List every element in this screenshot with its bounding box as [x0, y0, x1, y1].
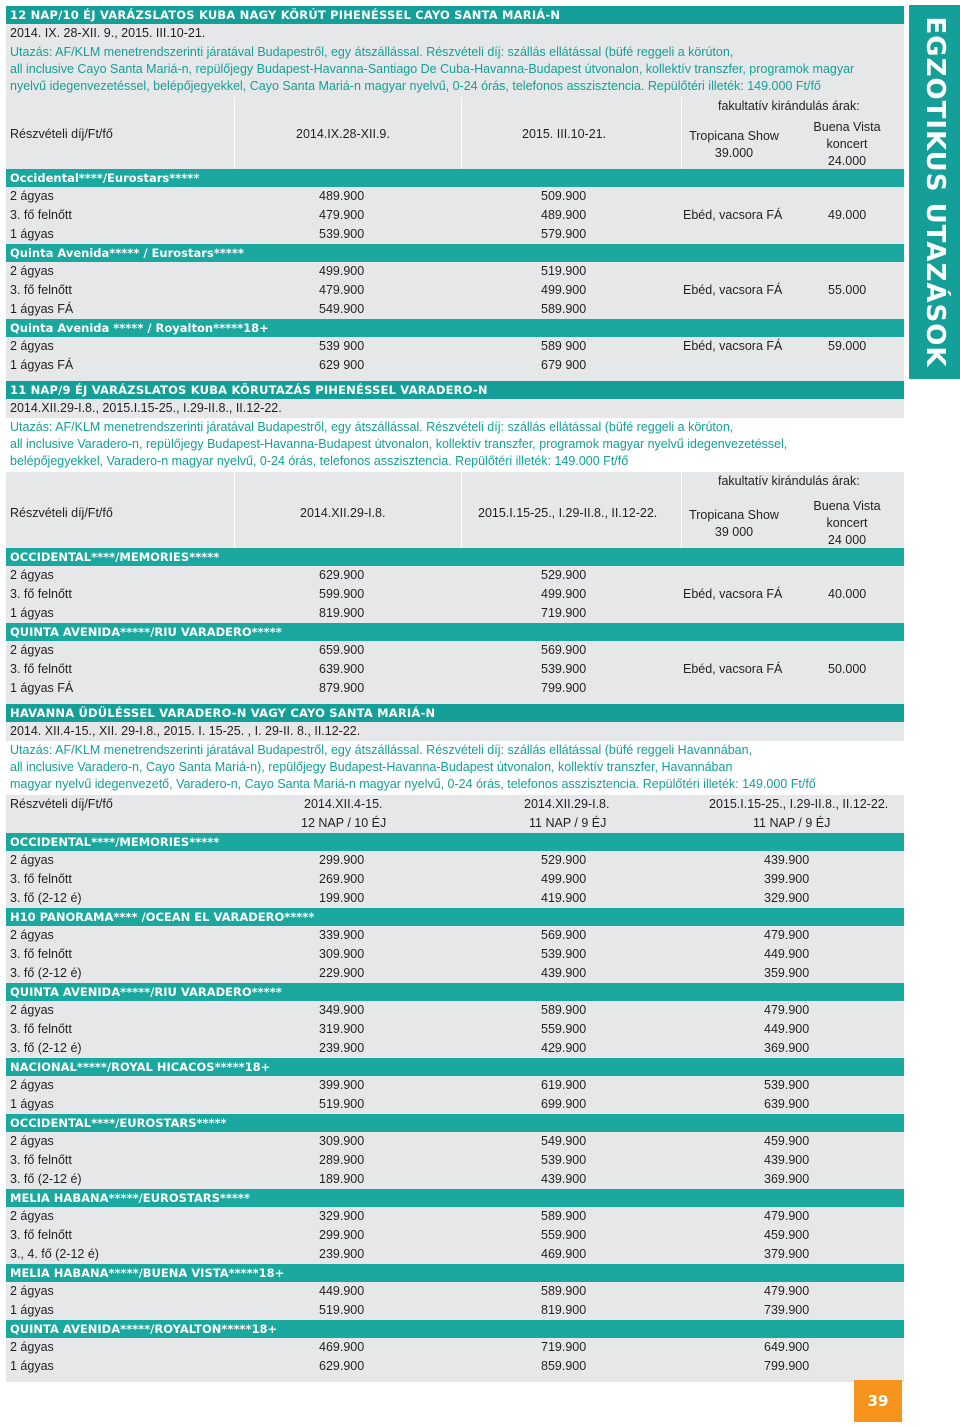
hotel-group-name: NACIONAL*****/ROYAL HICACOS*****18+ [6, 1058, 904, 1076]
optional-excursions-label: fakultatív kirándulás árak: [718, 99, 860, 113]
duration-row: 12 NAP / 10 ÉJ 11 NAP / 9 ÉJ 11 NAP / 9 ÉJ [301, 816, 831, 830]
hotel-group-name: MELIA HABANA*****/EUROSTARS***** [6, 1189, 904, 1207]
table-row: 2 ágyas 499.900 519.900 [10, 264, 587, 278]
price-table-header [6, 472, 904, 548]
table-row: 3. fő (2-12 é) 189.900 439.900 369.900 [10, 1172, 810, 1186]
section-dates: 2014. XII.4-15., XII. 29-I.8., 2015. I. 15-25. , I. 29-II. 8., II.12-22. [10, 724, 361, 738]
category-side-tab [909, 5, 960, 379]
table-row: 3. fő felnőtt 299.900 559.900 459.900 [10, 1228, 810, 1242]
section-description: Utazás: AF/KLM menetrendszerinti járatával Budapestről, egy átszállással. Részvételi díj: szállás ellátással (büfé reggeli a körúton, all inclusive Varadero-n, repülőjegy Budapest-Havanna-Budapest útvonalon, kollektív transzfer, programok magyar nyelvű idegenvezetéssel, belépőjegyekkel, Varadero-n magyar nyelvű, 0-24 órás, telefonos asszisztencia. Repülőtéri illeték: 149.000 Ft/fő [6, 418, 904, 472]
table-row: 3. fő felnőtt 269.900 499.900 399.900 [10, 872, 810, 886]
hotel-group-name: Occidental****/Eurostars***** [6, 169, 904, 187]
table-row-group [6, 337, 904, 375]
header-period-1: 2014.XII.29-I.8. [300, 506, 386, 520]
table-row: 3. fő (2-12 é) 239.900 429.900 369.900 [10, 1041, 810, 1055]
option-tropicana-show: Tropicana Show 39.000 [689, 129, 779, 160]
table-row: 1 ágyas 519.900 699.900 639.900 [10, 1097, 810, 1111]
table-row: 3. fő (2-12 é) 229.900 439.900 359.900 [10, 966, 810, 980]
header-period-1: 2014.IX.28-XII.9. [296, 127, 390, 141]
hotel-group-name: QUINTA AVENIDA*****/ROYALTON*****18+ [6, 1320, 904, 1338]
hotel-group-name: QUINTA AVENIDA*****/RIU VARADERO***** [6, 983, 904, 1001]
meal-price: 59.000 [828, 339, 867, 353]
table-row: 2 ágyas 309.900 549.900 459.900 [10, 1134, 810, 1148]
section-dates: 2014. IX. 28-XII. 9., 2015. III.10-21. [10, 26, 206, 40]
header-period-2: 2015. III.10-21. [522, 127, 607, 141]
table-row: 3. fő felnőtt 309.900 539.900 449.900 [10, 947, 810, 961]
section-description: Utazás: AF/KLM menetrendszerinti járatával Budapestről, egy átszállással. Részvételi díj: szállás ellátással (büfé reggeli Havannában, all inclusive Varadero-n, Cayo Santa Mariá-n), repülőjegy Budapest-Havanna-Budapest útvonalon, kollektív transzfer, Havannában magyar nyelvű idegenvezető, Varadero-n, Cayo Santa Mariá-n magyar nyelvű, 0-24 órás, telefonos asszisztencia. Repülőtéri illeték: 149.000 Ft/fő [6, 741, 904, 795]
table-row: 1 ágyas 629.900 859.900 799.900 [10, 1359, 810, 1373]
table-row: 2 ágyas 489.900 509.900 [10, 189, 587, 203]
table-row: 2 ágyas 299.900 529.900 439.900 [10, 853, 810, 867]
table-row: 1 ágyas 539.900 579.900 [10, 227, 587, 241]
section-havanna-udules [6, 704, 904, 1382]
page-number: 39 [854, 1380, 902, 1422]
table-row: 1 ágyas 519.900 819.900 739.900 [10, 1303, 810, 1317]
hotel-group-name: MELIA HABANA*****/BUENA VISTA*****18+ [6, 1264, 904, 1282]
table-row: 3. fő felnőtt 319.900 559.900 449.900 [10, 1022, 810, 1036]
table-row: 2 ágyas 339.900 569.900 479.900 [10, 928, 810, 942]
table-row: 2 ágyas 349.900 589.900 479.900 [10, 1003, 810, 1017]
price-table-header: Részvételi díj/Ft/fő 2014.XII.4-15. 2014.XII.29-I.8. 2015.I.15-25., I.29-II.8., II.12-22. [10, 797, 889, 811]
table-row: 1 ágyas FÁ 549.900 589.900 [10, 302, 587, 316]
table-row: 2 ágyas 539 900 589 900 [10, 339, 587, 353]
hotel-group-name: OCCIDENTAL****/MEMORIES***** [6, 833, 904, 851]
table-row: 2 ágyas 629.900 529.900 [10, 568, 587, 582]
price-table-header [6, 97, 904, 169]
option-tropicana-show: Tropicana Show 39 000 [689, 508, 779, 539]
table-row: 2 ágyas 399.900 619.900 539.900 [10, 1078, 810, 1092]
hotel-group-name: Quinta Avenida ***** / Royalton*****18+ [6, 319, 904, 337]
table-row: 3. fő (2-12 é) 199.900 419.900 329.900 [10, 891, 810, 905]
table-row: 3. fő felnőtt 639.900 539.900 Ebéd, vacsora FÁ 50.000 [10, 662, 867, 676]
table-row: 2 ágyas 449.900 589.900 479.900 [10, 1284, 810, 1298]
table-row: 2 ágyas 329.900 589.900 479.900 [10, 1209, 810, 1223]
option-buena-vista: Buena Vista koncert 24 000 [813, 499, 881, 547]
table-row: 1 ágyas FÁ 879.900 799.900 [10, 681, 587, 695]
table-row: 3. fő felnőtt 479.900 499.900 Ebéd, vacsora FÁ 55.000 [10, 283, 867, 297]
section-title: HAVANNA ÜDÜLÉSSEL VARADERO-N VAGY CAYO SANTA MARIÁ-N [6, 704, 904, 722]
table-row: 2 ágyas 659.900 569.900 [10, 643, 587, 657]
header-period-2: 2015.I.15-25., I.29-II.8., II.12-22. [478, 506, 658, 520]
table-row: 3. fő felnőtt 599.900 499.900 Ebéd, vacsora FÁ 40.000 [10, 587, 867, 601]
meal-option: Ebéd, vacsora FÁ [683, 339, 783, 353]
section-title: 11 NAP/9 ÉJ VARÁZSLATOS KUBA KÖRUTAZÁS PIHENÉSSEL VARADERO-N [6, 381, 904, 399]
hotel-group-name: QUINTA AVENIDA*****/RIU VARADERO***** [6, 623, 904, 641]
option-buena-vista: Buena Vista koncert 24.000 [813, 120, 881, 168]
table-row: 2 ágyas 469.900 719.900 649.900 [10, 1340, 810, 1354]
table-row: 3. fő felnőtt 289.900 539.900 439.900 [10, 1153, 810, 1167]
optional-excursions-label: fakultatív kirándulás árak: [718, 474, 860, 488]
table-row: 1 ágyas FÁ 629 900 679 900 [10, 358, 587, 372]
section-title: 12 NAP/10 ÉJ VARÁZSLATOS KUBA NAGY KÖRÚT PIHENÉSSEL CAYO SANTA MARIÁ-N [6, 6, 904, 24]
section-kuba-korutazas-varadero [6, 381, 904, 704]
hotel-group-name: H10 PANORAMA**** /OCEAN EL VARADERO***** [6, 908, 904, 926]
header-price-label: Részvételi díj/Ft/fő [10, 127, 113, 141]
header-price-label: Részvételi díj/Ft/fő [10, 506, 113, 520]
section-description: Utazás: AF/KLM menetrendszerinti járatával Budapestről, egy átszállással. Részvételi díj: szállás ellátással (büfé reggeli a körúton, all inclusive Cayo Santa Mariá-n, repülőjegy Budapest-Havanna-Santiago De Cuba-Havanna-Budapest útvonalon, kollektív transzfer, programok magyar nyelvű idegenvezetéssel, belépőjegyekkel, Cayo Santa Mariá-n magyar nyelvű, 0-24 órás, telefonos asszisztencia. Repülőtéri illeték: 149.000 Ft/fő [6, 43, 904, 97]
hotel-group-name: OCCIDENTAL****/MEMORIES***** [6, 548, 904, 566]
category-label: EGZOTIKUS UTAZÁSOK [919, 16, 950, 368]
hotel-group-name: OCCIDENTAL****/EUROSTARS***** [6, 1114, 904, 1132]
table-row: 3. fő felnőtt 479.900 489.900 Ebéd, vacsora FÁ 49.000 [10, 208, 867, 222]
hotel-group-name: Quinta Avenida***** / Eurostars***** [6, 244, 904, 262]
table-row: 3., 4. fő (2-12 é) 239.900 469.900 379.900 [10, 1247, 810, 1261]
table-row: 1 ágyas 819.900 719.900 [10, 606, 587, 620]
section-dates: 2014.XII.29-I.8., 2015.I.15-25., I.29-II.8., II.12-22. [10, 401, 282, 415]
section-kuba-nagy-korut [6, 6, 904, 381]
